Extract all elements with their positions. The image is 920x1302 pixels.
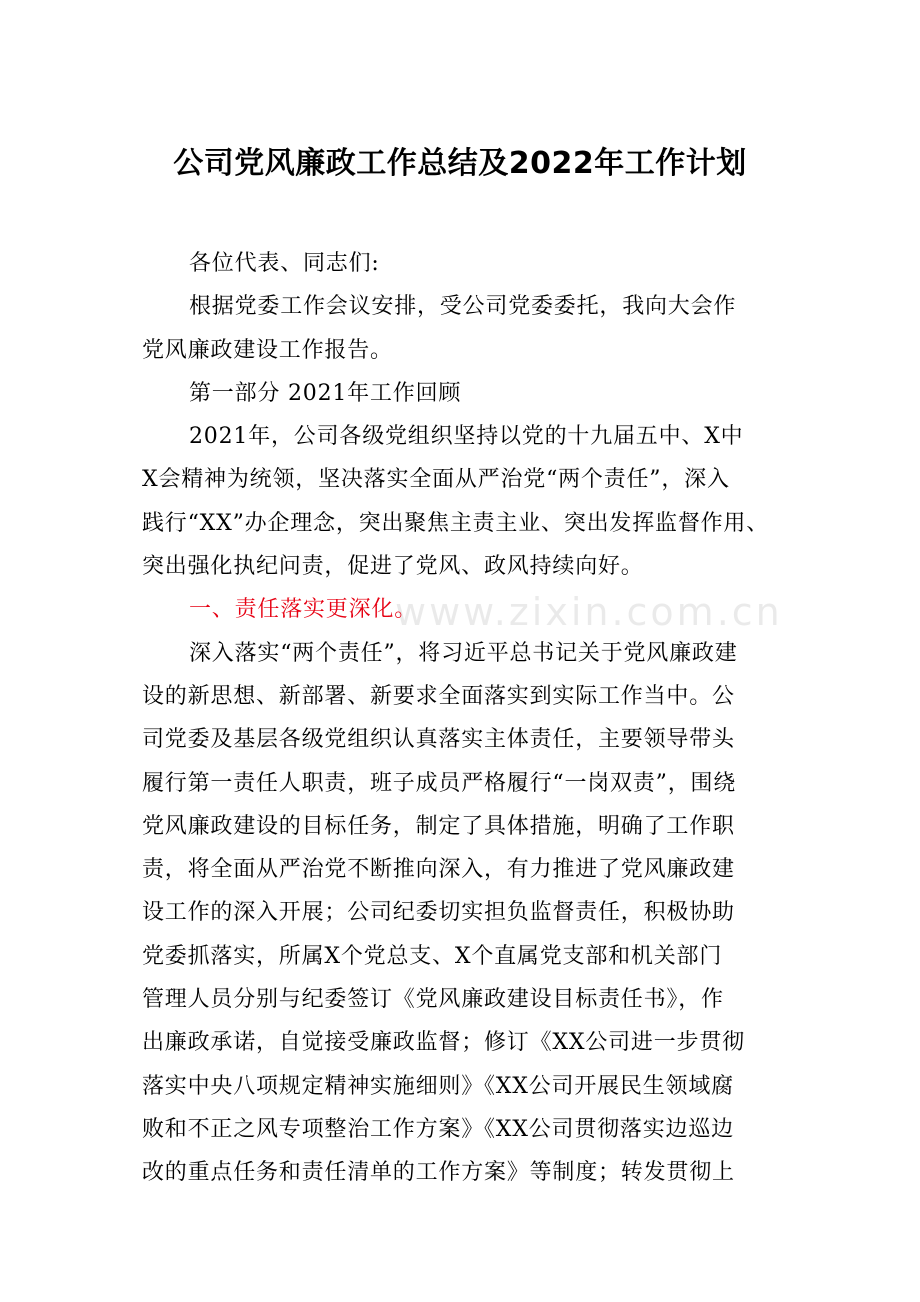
body-line: 党风廉政建设的目标任务，制定了具体措施，明确了工作职 <box>142 813 735 839</box>
body-line: 党委抓落实，所属X个党总支、X个直属党支部和机关部门 <box>142 943 723 969</box>
body-line: X会精神为统领，坚决落实全面从严治党“两个责任”，深入 <box>142 467 730 493</box>
body-line: 败和不正之风专项整治工作方案》《XX公司贯彻落实边巡边 <box>142 1116 734 1142</box>
body-line: 改的重点任务和责任清单的工作方案》等制度；转发贯彻上 <box>142 1160 735 1186</box>
body-line: 突出强化执纪问责，促进了党风、政风持续向好。 <box>142 554 644 580</box>
body-line: 设工作的深入开展；公司纪委切实担负监督责任，积极协助 <box>142 900 735 926</box>
body-line: 管理人员分别与纪委签订《党风廉政建设目标责任书》，作 <box>142 987 724 1013</box>
body-line: 设的新思想、新部署、新要求全面落实到实际工作当中。公 <box>142 683 735 709</box>
body-line: 履行第一责任人职责，班子成员严格履行“一岗双责”，围绕 <box>142 770 737 796</box>
body-line: 各位代表、同志们: <box>189 251 380 276</box>
body-line: 践行“XX”办企理念，突出聚焦主责主业、突出发挥监督作用、 <box>142 510 770 536</box>
body-line: 第一部分 2021年工作回顾 <box>189 380 462 406</box>
body-line: 党风廉政建设工作报告。 <box>142 337 393 363</box>
body-line: 出廉政承诺，自觉接受廉政监督；修订《XX公司进一步贯彻 <box>142 1030 745 1056</box>
body-line: 落实中央八项规定精神实施细则》《XX公司开展民生领域腐 <box>142 1073 734 1099</box>
body-line: 司党委及基层各级党组织认真落实主体责任，主要领导带头 <box>142 727 735 753</box>
body-line: 责，将全面从严治党不断推向深入，有力推进了党风廉政建 <box>142 857 735 883</box>
section-heading: 一、责任落实更深化。 <box>189 597 418 623</box>
body-line: 深入落实“两个责任”，将习近平总书记关于党风廉政建 <box>189 640 738 666</box>
watermark: www.zixin.com.cn <box>395 590 783 634</box>
body-line: 根据党委工作会议安排，受公司党委委托，我向大会作 <box>189 294 737 320</box>
document-title: 公司党风廉政工作总结及2022年工作计划 <box>173 146 747 181</box>
document-body <box>142 242 782 1195</box>
body-line: 2021年，公司各级党组织坚持以党的十九届五中、X中 <box>189 424 744 450</box>
